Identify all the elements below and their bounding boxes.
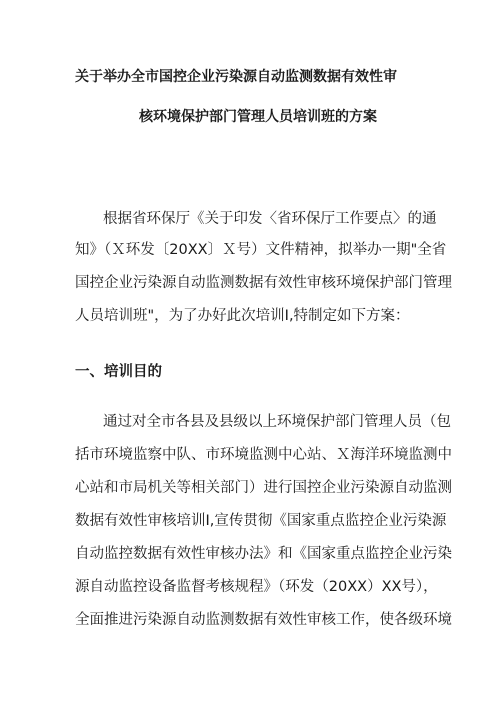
section-paragraph-line: 全面推进污染源自动监测数据有效性审核工作，使各级环境: [75, 612, 452, 628]
document-title-line-2: 核环境保护部门管理人员培训班的方案: [139, 109, 377, 125]
section-paragraph-line: 通过对全市各县及县级以上环境保护部门管理人员（包: [103, 414, 451, 430]
intro-paragraph-line: 根据省环保厅《关于印发〈省环保厅工作要点〉的通: [103, 211, 437, 227]
section-paragraph-line: 括市环境监察中队、市环境监测中心站、Ｘ海洋环境监测中: [75, 447, 452, 463]
section-paragraph-line: 数据有效性审核培训Ⅰ,宣传贯彻《国家重点监控企业污染源: [75, 513, 447, 529]
intro-paragraph-line: 人员培训班"，为了办好此次培训Ⅰ,特制定如下方案：: [75, 308, 410, 324]
section-paragraph-line: 自动监控数据有效性审核办法》和《国家重点监控企业污染: [75, 546, 452, 562]
section-heading: 一、培训目的: [75, 364, 162, 380]
intro-paragraph-line: 知》（Ｘ环发〔20XX〕Ｘ号）文件精神，拟举办一期"全省: [75, 242, 447, 258]
document-title-line-1: 关于举办全市国控企业污染源自动监测数据有效性审: [75, 69, 397, 85]
intro-paragraph-line: 国控企业污染源自动监测数据有效性审核环境保护部门管理: [75, 275, 452, 291]
section-paragraph-line: 心站和市局机关等相关部门）进行国控企业污染源自动监测: [75, 480, 452, 496]
section-paragraph-line: 源自动监控设备监督考核规程》（环发（20XX）XX号），: [75, 579, 438, 595]
